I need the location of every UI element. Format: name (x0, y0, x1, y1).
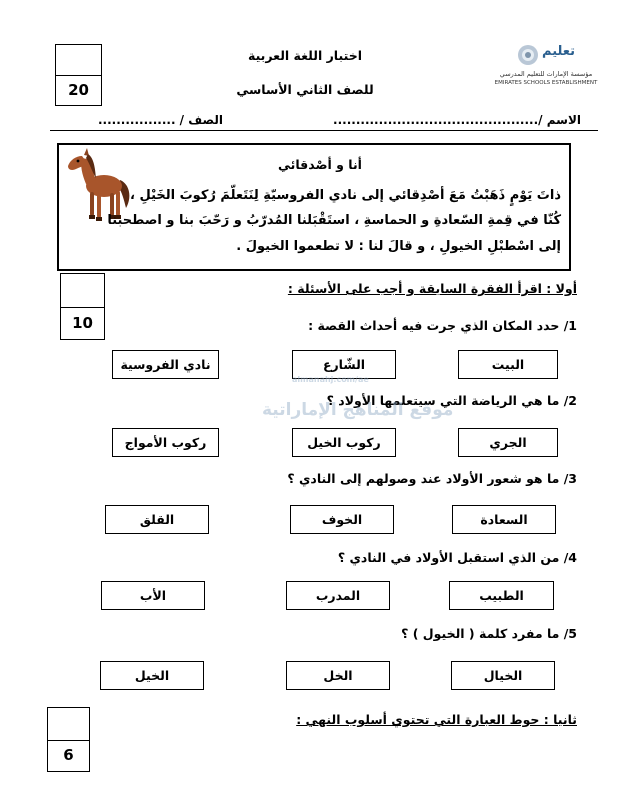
exam-title: اختبار اللغة العربية (248, 48, 362, 63)
story-line-2: كُنّا في قِمةِ السّعادةِ و الحماسةِ ، استَقْبَلنا المُدرّبُ و رَحّبَ بنا و اصطحبنا (107, 213, 561, 228)
section2-score-box (47, 707, 90, 772)
section2-score-blank (48, 708, 89, 741)
logo-line-english: EMIRATES SCHOOLS ESTABLISHMENT (494, 80, 598, 86)
q2-option-3[interactable]: ركوب الأمواج (112, 428, 219, 457)
story-line-1: ذاتَ يَوْمٍ ذَهَبْتُ مَعَ أصْدِقائي إلى نادي الفروسيّةِ لِنَتَعلّمَ رُكوبَ الخَيْلِ ، (130, 188, 561, 203)
header-divider (50, 130, 598, 131)
total-score-blank (56, 45, 101, 76)
logo-line-arabic: مؤسسة الإمارات للتعليم المدرسي (499, 70, 593, 78)
question-5: 5/ ما مفرد كلمة ( الخيول ) ؟ (401, 626, 577, 641)
q3-option-2[interactable]: الخوف (290, 505, 394, 534)
story-title: أنا و أصْدقائي (278, 157, 362, 172)
q5-option-2[interactable]: الخل (286, 661, 390, 690)
q3-option-1[interactable]: السعادة (452, 505, 556, 534)
logo-brand-text: تعليم (542, 44, 576, 59)
question-2: 2/ ما هي الرياضة التي سيتعلمها الأولاد ؟ (326, 393, 577, 408)
q4-option-3[interactable]: الأب (101, 581, 205, 610)
q1-option-2[interactable]: الشّارع (292, 350, 396, 379)
q5-option-1[interactable]: الخيال (451, 661, 555, 690)
logo-emblem-icon (516, 42, 540, 68)
q1-option-1[interactable]: البيت (458, 350, 558, 379)
q5-option-3[interactable]: الخيل (100, 661, 204, 690)
q4-option-2[interactable]: المدرب (286, 581, 390, 610)
section1-heading: أولا : اقرأ الفقرة السابقة و أجب على الأسئلة : (287, 281, 577, 296)
question-3: 3/ ما هو شعور الأولاد عند وصولهم إلى النادي ؟ (287, 471, 577, 486)
question-4: 4/ من الذي استقبل الأولاد في النادي ؟ (337, 550, 577, 565)
section1-score-blank (61, 274, 104, 308)
q3-option-3[interactable]: القلق (105, 505, 209, 534)
class-field[interactable]: الصف / ................. (98, 113, 223, 127)
section1-score-box (60, 273, 105, 340)
q1-option-3[interactable]: نادي الفروسية (112, 350, 219, 379)
grade-label: للصف الثاني الأساسي (236, 82, 374, 97)
school-logo (488, 40, 598, 96)
name-field[interactable]: الاسم /............................................. (333, 113, 581, 127)
q2-option-1[interactable]: الجري (458, 428, 558, 457)
watermark-text: موقع المناهج الإماراتية (262, 400, 454, 420)
question-1: 1/ حدد المكان الذي جرت فيه أحداث القصة : (308, 318, 577, 333)
story-line-3: إلى اسْطبْلِ الخيولِ ، و قالَ لنا : لا تطعموا الخيولَ . (236, 239, 561, 254)
section2-score-value: 6 (63, 746, 74, 765)
section2-heading: ثانيا : حوط العبارة التي تحتوي أسلوب النهي : (296, 712, 577, 727)
total-score-value: 20 (68, 81, 89, 99)
total-score-box (55, 44, 102, 106)
watermark-url: almanahj.com/ae (292, 375, 369, 384)
q2-option-2[interactable]: ركوب الخيل (292, 428, 396, 457)
section1-score-value: 10 (72, 313, 93, 332)
q4-option-1[interactable]: الطبيب (449, 581, 554, 610)
